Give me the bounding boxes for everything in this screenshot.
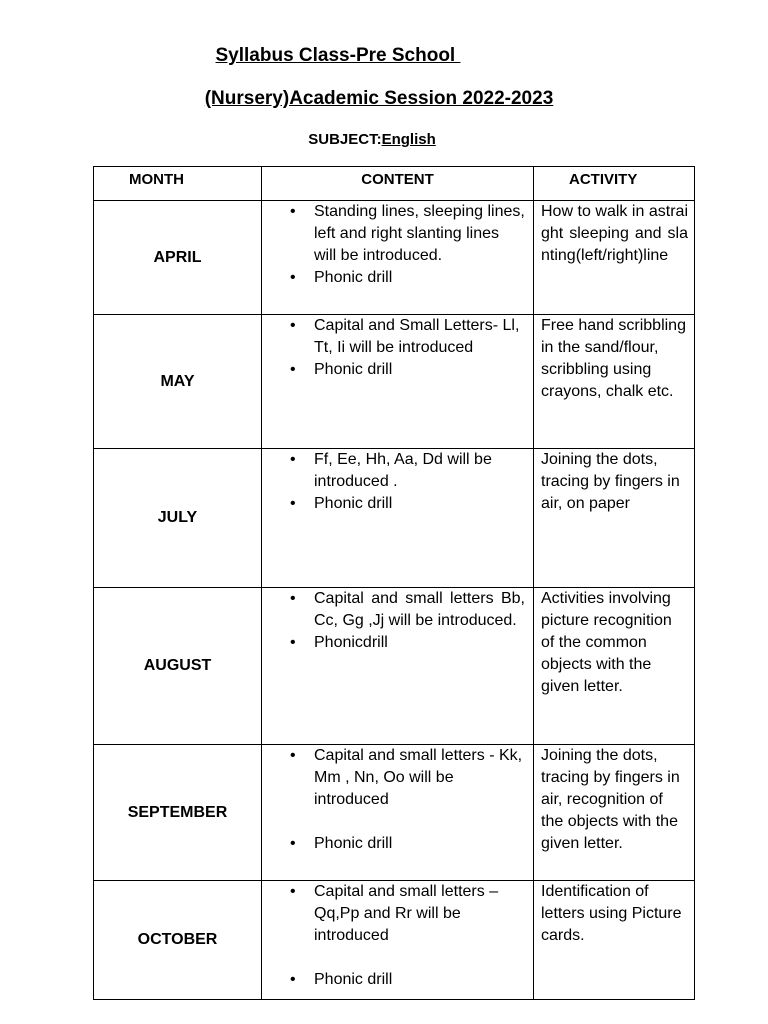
activity-cell: Identification of letters using Picture cards. xyxy=(534,881,695,1000)
syllabus-table xyxy=(93,166,695,1000)
content-bullet: • Phonic drill xyxy=(314,969,525,991)
month-cell: OCTOBER xyxy=(94,881,262,1000)
content-bullet: • Phonic drill xyxy=(314,267,525,289)
content-bullet: • Phonicdrill xyxy=(314,632,525,654)
subject-line xyxy=(0,130,756,150)
activity-cell: How to walk in astraight sleeping and slanting(left/right)line xyxy=(534,201,695,315)
table-row xyxy=(94,588,695,745)
content-bullet: • Ff, Ee, Hh, Aa, Dd will be introduced . xyxy=(314,449,525,493)
content-bullet: • Capital and small letters – Qq,Pp and Rr will be introduced xyxy=(314,881,525,947)
table-row xyxy=(94,881,695,1000)
month-cell: MAY xyxy=(94,315,262,449)
content-bullet: • Standing lines, sleeping lines, left and right slanting lines will be introduced. xyxy=(314,201,525,267)
table-row xyxy=(94,449,695,588)
month-cell: SEPTEMBER xyxy=(94,745,262,881)
table-row xyxy=(94,201,695,315)
subject-label: SUBJECT: xyxy=(308,131,382,148)
content-cell xyxy=(262,449,534,588)
column-header-content: CONTENT xyxy=(262,167,534,201)
table-row xyxy=(94,315,695,449)
content-bullet: • Capital and small letters Bb, Cc, Gg ,Jj will be introduced. xyxy=(314,588,525,632)
content-cell xyxy=(262,745,534,881)
content-bullet: • Capital and Small Letters- Ll, Tt, Ii will be introduced xyxy=(314,315,525,359)
document-title: Syllabus Class-Pre School xyxy=(215,45,461,66)
column-header-activity: ACTIVITY xyxy=(534,167,695,201)
content-cell xyxy=(262,881,534,1000)
content-bullet: • Capital and small letters - Kk, Mm , Nn, Oo will be introduced xyxy=(314,745,525,811)
table-row xyxy=(94,745,695,881)
column-header-month: MONTH xyxy=(94,167,262,201)
activity-cell: Free hand scribbling in the sand/flour, scribbling using crayons, chalk etc. xyxy=(534,315,695,449)
activity-cell: Joining the dots, tracing by fingers in air, recognition of the objects with the given letter. xyxy=(534,745,695,881)
activity-cell: Activities involving picture recognition of the common objects with the given letter. xyxy=(534,588,695,745)
month-cell: APRIL xyxy=(94,201,262,315)
document-subtitle: (Nursery)Academic Session 2022-2023 xyxy=(204,88,554,109)
month-cell: JULY xyxy=(94,449,262,588)
content-bullet: • Phonic drill xyxy=(314,359,525,381)
subject-value: English xyxy=(381,131,436,148)
activity-cell: Joining the dots, tracing by fingers in air, on paper xyxy=(534,449,695,588)
content-bullet: • Phonic drill xyxy=(314,833,525,855)
content-cell xyxy=(262,588,534,745)
content-cell xyxy=(262,315,534,449)
month-cell: AUGUST xyxy=(94,588,262,745)
content-bullet: • Phonic drill xyxy=(314,493,525,515)
content-cell xyxy=(262,201,534,315)
table-header-row xyxy=(94,167,695,201)
